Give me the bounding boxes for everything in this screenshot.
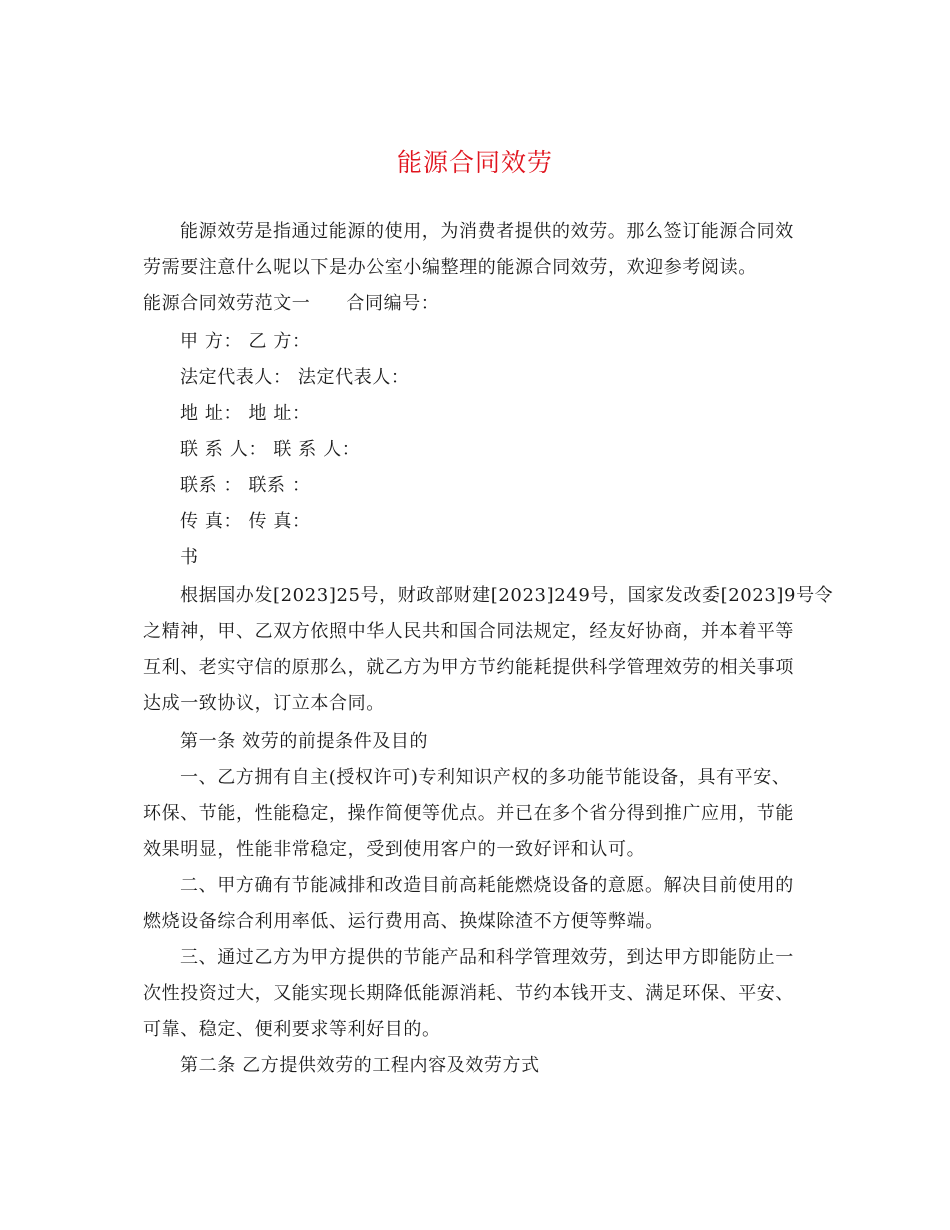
section-heading <box>143 292 439 316</box>
paragraph-line: 效果明显，性能非常稳定，受到使用客户的一致好评和认可。 <box>143 839 646 860</box>
party-line: 甲 方： 乙 方： <box>180 331 311 352</box>
contact-person-line: 联 系 人： 联 系 人： <box>180 439 361 460</box>
paragraph-line: 劳需要注意什么呢以下是办公室小编整理的能源合同效劳，欢迎参考阅读。 <box>143 257 757 278</box>
contract-number-label: 合同编号： <box>346 293 440 314</box>
paragraph-line: 环保、节能，性能稳定，操作简便等优点。并已在多个省分得到推广应用，节能 <box>143 803 794 824</box>
paragraph-line: 达成一致协议，订立本合同。 <box>143 693 385 714</box>
paragraph-line: 二、甲方确有节能减排和改造目前高耗能燃烧设备的意愿。解决目前使用的 <box>180 875 794 896</box>
fax-line: 传 真： 传 真： <box>180 511 311 532</box>
paragraph-line: 之精神，甲、乙双方依照中华人民共和国合同法规定，经友好协商，并本着平等 <box>143 621 794 642</box>
paragraph-line: 一、乙方拥有自主(授权许可)专利知识产权的多功能节能设备，具有平安、 <box>180 767 791 788</box>
contact-line: 联系 ： 联系 ： <box>180 475 311 496</box>
paragraph-line: 三、通过乙方为甲方提供的节能产品和科学管理效劳，到达甲方即能防止一 <box>180 947 794 968</box>
article-heading: 第一条 效劳的前提条件及目的 <box>180 731 429 752</box>
address-line: 地 址： 地 址： <box>180 403 311 424</box>
paragraph-line: 能源效劳是指通过能源的使用，为消费者提供的效劳。那么签订能源合同效 <box>180 221 794 242</box>
paragraph-line: 互利、老实守信的原那么，就乙方为甲方节约能耗提供科学管理效劳的相关事项 <box>143 657 794 678</box>
book-line: 书 <box>180 547 199 568</box>
paragraph-line: 次性投资过大，又能实现长期降低能源消耗、节约本钱开支、满足环保、平安、 <box>143 983 794 1004</box>
sample-title: 能源合同效劳范文一 <box>143 293 311 314</box>
paragraph-line: 根据国办发[2023]25号，财政部财建[2023]249号，国家发改委[2023]9号令 <box>180 585 834 606</box>
paragraph-line: 燃烧设备综合利用率低、运行费用高、换煤除渣不方便等弊端。 <box>143 911 664 932</box>
representative-line: 法定代表人： 法定代表人： <box>180 367 410 388</box>
document-title: 能源合同效劳 <box>396 148 553 177</box>
article-heading: 第二条 乙方提供效劳的工程内容及效劳方式 <box>180 1055 540 1076</box>
paragraph-line: 可靠、稳定、便利要求等利好目的。 <box>143 1019 441 1040</box>
